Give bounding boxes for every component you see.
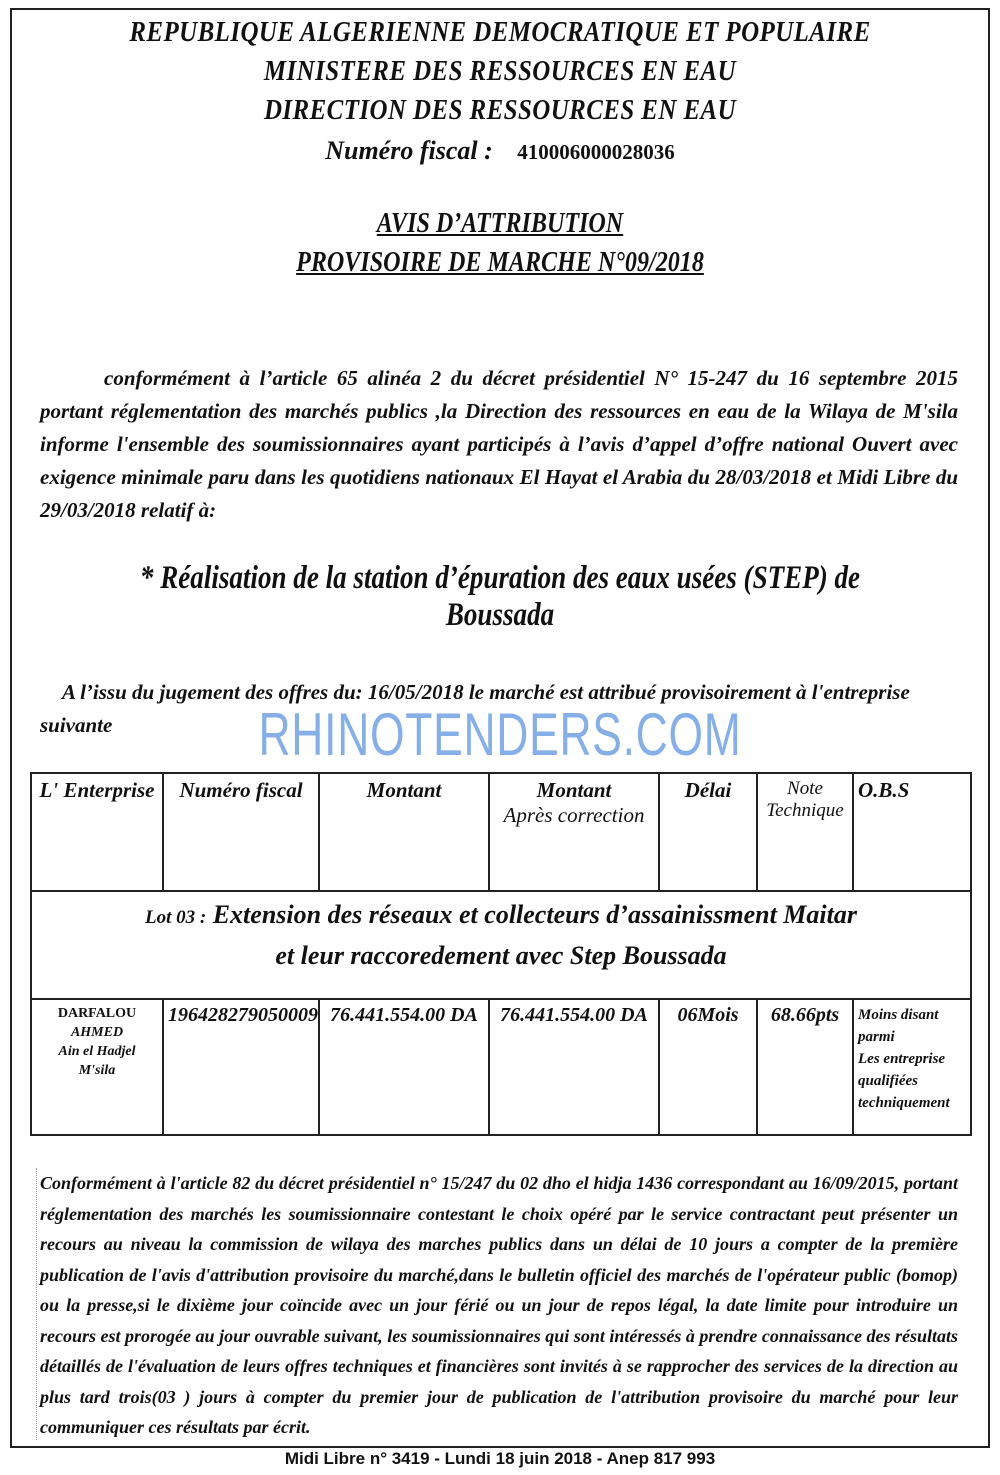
cell-enterprise: DARFALOU AHMED Ain el Hadjel M'sila xyxy=(31,999,163,1135)
title-line1: AVIS D’ATTRIBUTION xyxy=(376,208,624,239)
fiscal-label: Numéro fiscal : xyxy=(325,136,493,165)
closing-paragraph: Conformément à l'article 82 du décret présidentiel n° 15/247 du 02 dho el hidja 1436 correspondant au 16/09/2015, portant réglementation des marchés les soumissionnaire contestant le choix opéré par le service contractant peut présenter un recours au niveau la commission de wilaya des marches publics dans un délai de 10 jours a compter de la première publication de l'avis d'attribution provisoire du marché,dans le bulletin officiel des marchés de l'opérateur public (bomop) ou la presse,si le dixième jour coïncide avec un jour férié ou un jour de repos légal, la date limite pour introduire un recours est prorogée au jour ouvrable suivant, les soumissionnaires qui sont intéressés à prendre connaissance des résultats détaillés de l'évaluation de leurs offres techniques et financières sont invités à se rapprocher des services de la direction au plus tard trois(03 ) jours à compter du premier jour de publication de l'attribution provisoire du marché pour leur communiquer ces résultats par écrit. xyxy=(40,1173,958,1437)
cell-montant: 76.441.554.00 DA xyxy=(319,999,489,1135)
header-montant: Montant xyxy=(319,773,489,891)
header-fiscal: Numéro fiscal xyxy=(163,773,319,891)
attribution-table xyxy=(30,772,972,1136)
table-row xyxy=(31,999,971,1135)
header-direction: DIRECTION DES RESSOURCES EN EAU xyxy=(263,94,737,126)
header-obs: O.B.S xyxy=(853,773,971,891)
header-montant-correction: Montant Après correction xyxy=(489,773,659,891)
title-line2: PROVISOIRE DE MARCHE N°09/2018 xyxy=(296,247,704,278)
publication-footer: Midi Libre n° 3419 - Lundi 18 juin 2018 - Anep 817 993 xyxy=(284,1449,716,1468)
cell-montant-correction: 76.441.554.00 DA xyxy=(489,999,659,1135)
watermark: RHINOTENDERS.COM xyxy=(258,701,742,768)
cell-note: 68.66pts xyxy=(757,999,853,1135)
cell-delai: 06Mois xyxy=(659,999,757,1135)
header-delai: Délai xyxy=(659,773,757,891)
header-note: Note Technique xyxy=(757,773,853,891)
header-fiscal xyxy=(0,136,1000,166)
project-title: * Réalisation de la station d’épuration des eaux usées (STEP) de Boussada xyxy=(139,560,861,633)
intro-paragraph: conformément à l’article 65 alinéa 2 du décret présidentiel N° 15-247 du 16 septembre 2015 portant réglementation des marchés publics ,la Direction des ressources en eau de la Wilaya de M'sila informe l'ensemble des soumissionnaires ayant participés à l’avis d’appel d’offre national Ouvert avec exigence minimale paru dans les quotidiens nationaux El Hayat el Arabia du 28/03/2018 et Midi Libre du 29/03/2018 relatif à: xyxy=(40,366,958,522)
cell-fiscal: 196428279050009 xyxy=(163,999,319,1135)
table-header-row xyxy=(31,773,971,891)
header-enterprise: L' Enterprise xyxy=(31,773,163,891)
left-margin-marks xyxy=(36,1168,39,1440)
fiscal-number: 410006000028036 xyxy=(517,140,675,164)
lot-prefix: Lot 03 : xyxy=(145,907,207,928)
lot-row xyxy=(31,891,971,999)
header-ministry: MINISTERE DES RESSOURCES EN EAU xyxy=(263,55,737,87)
header-republic: REPUBLIQUE ALGERIENNE DEMOCRATIQUE ET POPULAIRE xyxy=(129,16,871,48)
cell-obs: Moins disant parmi Les entreprise qualifiées techniquement xyxy=(853,999,971,1135)
lot-description: Lot 03 : Extension des réseaux et collecteurs d’assainissment Maitar et leur raccoredement avec Step Boussada xyxy=(31,891,971,999)
issue-paragraph: A l’issu du jugement des offres du: 16/05/2018 le marché est attribué provisoirement à l'entreprise suivante xyxy=(40,680,910,737)
